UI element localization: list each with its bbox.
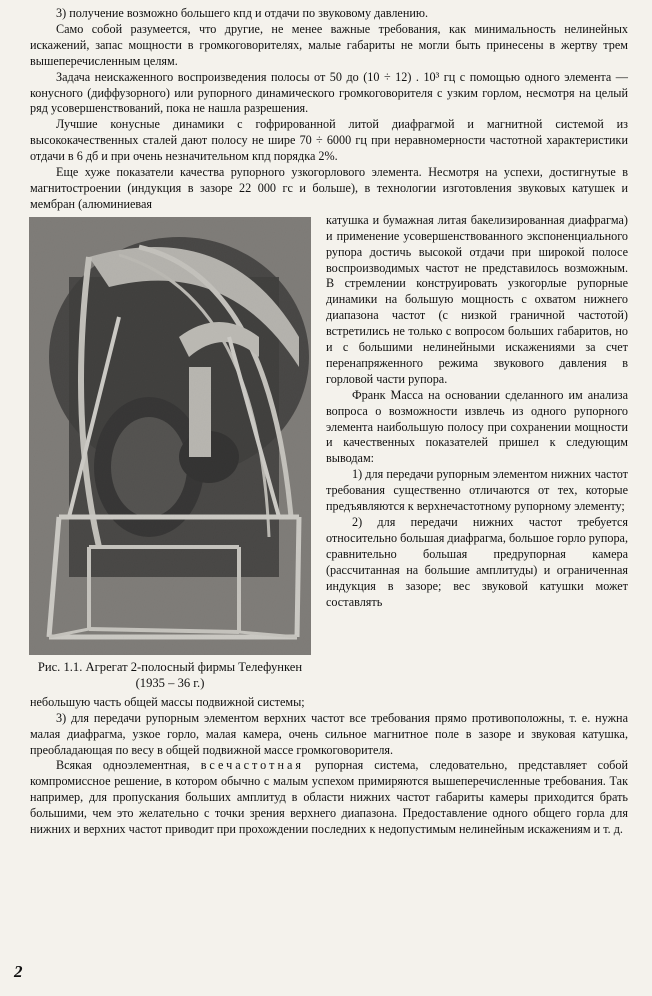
figure-caption [24, 659, 316, 691]
figure-wrap-section [30, 213, 628, 695]
paragraph-conclusion-2-cont: небольшую часть общей массы подвижной системы; [30, 694, 305, 709]
paragraph-task: Задача неискаженного воспроизведения полосы от 50 до (10 ÷ 12) . 10³ гц с помощью одного элемента — конусного (диффузорного) или рупорного динамического громкоговорителя с узким горлом, несмотря на целый ряд усовершенствований, пока не нашла разрешения. [30, 69, 628, 116]
paragraph-conclusion-3: 3) для передачи рупорным элементом верхних частот все требования прямо противоположны, т. е. нужна малая диафрагма, узкое горло, малая камера, очень сильное магнитное поле в зазоре и звуковая катушка, преобладающая по весу в общей подвижной массе громкоговорителя. [30, 710, 628, 757]
paragraph-conclusion-1: 1) для передачи рупорным элементом нижних частот требования существенно отличаются от тех, которые предъявляются к верхнечастотному рупорному элементу; [326, 467, 628, 514]
paragraph-single-element-system [30, 758, 628, 838]
paragraph-requirements: Само собой разумеется, что другие, не менее важные требования, как минимальность нелинейных искажений, запас мощности в громкоговорителях, малые габариты не могли быть принесены в жертву трем вышеперечисленным целям. [30, 21, 628, 68]
paragraph-horn-element: Еще хуже показатели качества рупорного узкогорлового элемента. Несмотря на успехи, достигнутые в магнитостроении (индукция в зазоре 22 000 гс и больше), в технологии изготовления звуковых катушек и мембран (алюминиевая [30, 165, 628, 211]
paragraph-massa: Франк Масса на основании сделанного им анализа вопроса о возможности извлечь из одного рупорного элемента наибольшую полосу при сохранении мощности и качественных показателей пришел к следующим выводам: [326, 387, 628, 466]
paragraph-horn-element-cont: катушка и бумажная литая бакелизированная диафрагма) и применение усовершенствованного экспоненциального рупора достичь высокой отдачи при широкой полосе воспроизводимых частот не представилось возможным. В стремлении конструировать узкогорлые рупорные динамики на большую мощность с охватом нижнего диапазона частот (с низкой граничной частотой) встретились не только с вопросом больших габаритов, но и с большими нелинейными искажениями за счет перенапряженного режима звукового давления в горловой части рупора. [326, 212, 628, 386]
all-frequency-spaced-word: всечастотная [200, 758, 304, 773]
single-element-text-before: Всякая одноэлементная, [56, 758, 190, 773]
figure-caption-text: Агрегат 2-полосный фирмы Телефункен (1935 – 36 г.) [85, 659, 303, 690]
paragraph-goal-3: 3) получение возможно большего кпд и отдачи по звуковому давлению. [56, 6, 429, 20]
page-number: 2 [14, 962, 23, 981]
single-element-text-after: рупорная система, следовательно, представляет собой компромиссное решение, в котором обычно с малым успехом примиряются вышеперечисленные требования. Так например, для пропускания больших амплитуд в области нижних частот габариты камеры приходится брать большими, чем это желательно с точки зрения верхнего диапазона. Предоставление одного общего горла для нижних и верхних частот приводит при прохождении последних к недопустимым нелинейным искажениям и т. д. [30, 758, 628, 837]
page-body [30, 6, 628, 838]
figure-1-1 [24, 217, 316, 691]
photo-telefunken-loudspeaker [29, 217, 311, 655]
paragraph-cone-speakers: Лучшие конусные динамики с гофрированной литой диафрагмой и магнитной системой из высококачественных сталей дают полосу не шире 70 ÷ 6000 гц при неравномерности частотной характеристики отдачи в 6 дб и при очень незначительном кпд порядка 2%. [30, 117, 628, 164]
figure-caption-number: Рис. 1.1. [37, 659, 83, 674]
paragraph-conclusion-2: 2) для передачи нижних частот требуется относительно большая диафрагма, большое горло рупора, сравнительно большая предрупорная камера (рассчитанная на большие амплитуды) и ограниченная индукция в зазоре; вес звуковой катушки может составлять [326, 515, 628, 609]
